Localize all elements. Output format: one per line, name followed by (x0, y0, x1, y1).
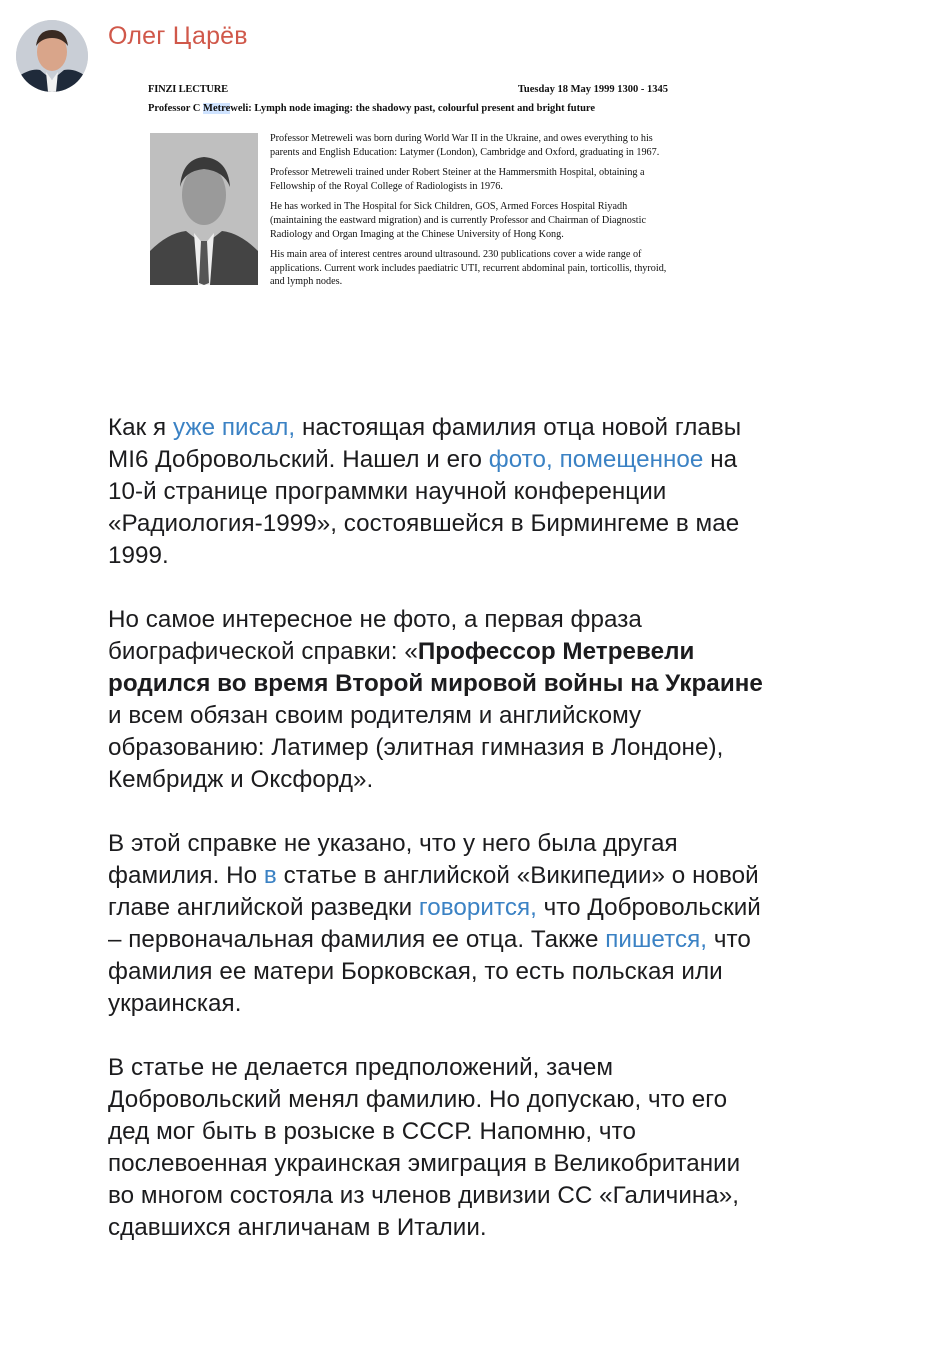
document-bio-paragraph: He has worked in The Hospital for Sick Children, GOS, Armed Forces Hospital Riyadh (maintaining the eastward migration) and is currently Professor and Chairman of Diagnostic Radiology and Organ Imaging at the Chinese University of Hong Kong. (270, 201, 646, 240)
text-segment: что фамилия ее матери Борковская, то есть польская или украинская. (108, 926, 751, 1017)
link-in[interactable]: в (263, 862, 277, 889)
text-segment: статье в английской «Википедии» о новой главе английской разведки (108, 862, 759, 921)
document-image[interactable] (108, 76, 728, 346)
text-segment: настоящая фамилия отца новой главы MI6 Добровольский. Нашел и его (108, 414, 742, 473)
text-segment: В статье не делается предположений, зачем Добровольский менял фамилию. Но допускаю, что его дед мог быть в розыске в СССР. Напомню, что послевоенная украинская эмиграция в Великобритании во многом состояла из членов дивизии СС «Галичина», сдавшихся англичанам в Италии. (108, 1054, 741, 1241)
document-bio-paragraph: His main area of interest centres around ultrasound. 230 publications cover a wide range of applications. Current work includes paediatric UTI, recurrent abdominal pain, torticollis, thyroid, and lymph nodes. (270, 249, 667, 288)
document-bio-paragraph: Professor Metreweli trained under Robert Steiner at the Hammersmith Hospital, obtaining a Fellowship of the Royal College of Radiologists in 1976. (270, 167, 645, 192)
post-paragraph-2 (108, 604, 768, 796)
document-portrait (150, 133, 258, 285)
document-title-highlight: Metre (203, 103, 231, 114)
link-says[interactable]: говорится, (418, 894, 537, 921)
post-text (108, 412, 768, 1276)
text-segment: что Добровольский – первоначальная фамилия ее отца. Также (108, 894, 761, 953)
portrait-photo-icon (150, 133, 258, 285)
post-paragraph-3 (108, 828, 768, 1020)
document-bio (270, 132, 680, 296)
post-paragraph-4 (108, 1052, 768, 1244)
text-segment: В этой справке не указано, что у него была другая фамилия. Но (108, 830, 678, 889)
document-title (148, 103, 595, 114)
post-paragraph-1 (108, 412, 768, 572)
document-bio-paragraph: Professor Metreweli was born during World War II in the Ukraine, and owes everything to his parents and English Education: Latymer (London), Cambridge and Oxford, graduating in 1967. (270, 133, 660, 158)
text-segment: и всем обязан своим родителям и английскому образованию: Латимер (элитная гимназия в Лондоне), Кембридж и Оксфорд». (108, 702, 724, 793)
link-written[interactable]: пишется, (605, 926, 708, 953)
link-already-wrote[interactable]: уже писал, (172, 414, 296, 441)
link-photo[interactable]: фото, помещенное (488, 446, 704, 473)
author-avatar[interactable] (16, 20, 88, 92)
document-title-rest: weli: Lymph node imaging: the shadowy past, colourful present and bright future (230, 103, 596, 114)
author-name[interactable]: Олег Царёв (108, 22, 248, 50)
bold-quote: Профессор Метревели родился во время Второй мировой войны на Украине (108, 638, 763, 697)
text-segment: Но самое интересное не фото, а первая фраза биографической справки: « (108, 606, 642, 665)
document-title-prefix: Professor C (148, 103, 204, 114)
text-segment: на 10-й странице программки научной конференции «Радиология-1999», состоявшейся в Бирмингеме в мае 1999. (108, 446, 740, 569)
document-date: Tuesday 18 May 1999 1300 - 1345 (517, 84, 668, 95)
avatar-photo-icon (16, 20, 88, 92)
text-segment: Как я (108, 414, 173, 441)
document-lecture-label: FINZI LECTURE (148, 84, 228, 95)
